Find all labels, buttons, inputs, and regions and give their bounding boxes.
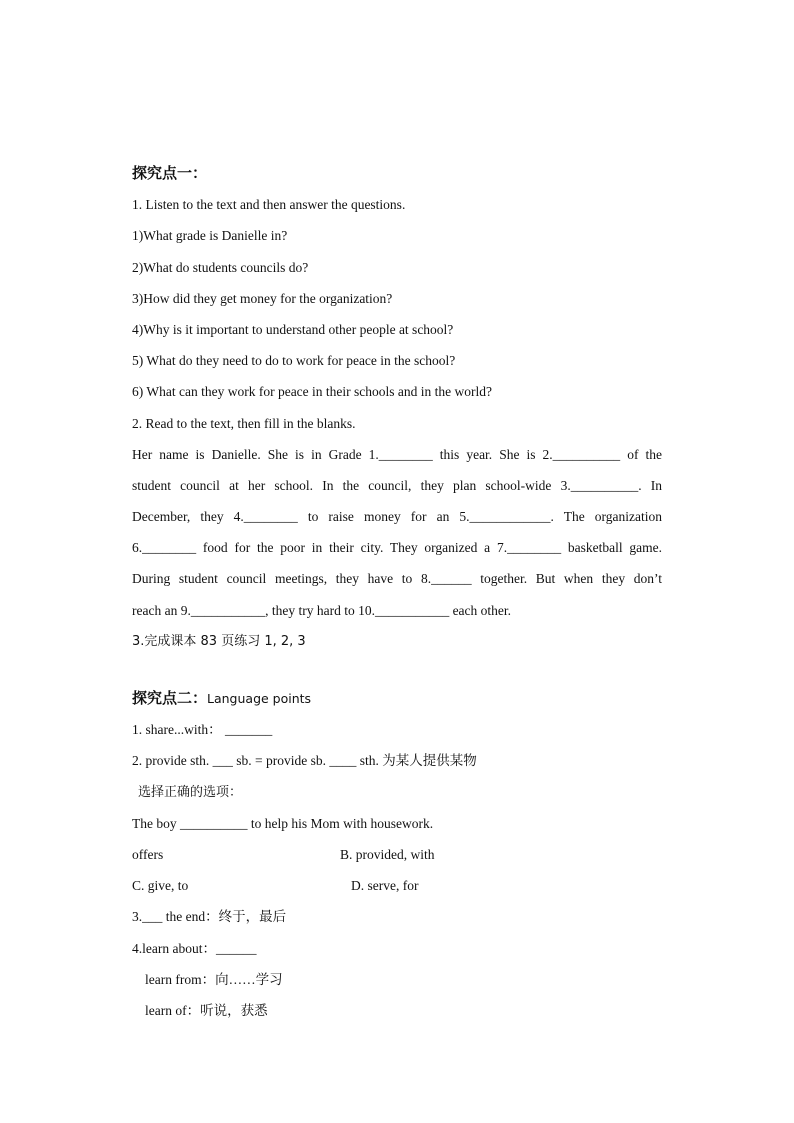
passage-line: student council at her school. In the council, they plan school-wide 3.__________. In [132, 477, 662, 493]
language-point-1: 1. share...with： _______ [132, 722, 273, 738]
passage-line: December, they 4.________ to raise money for an 5.____________. The organization [132, 509, 662, 525]
question-3: 3.完成课本 83 页练习 1, 2, 3 [132, 633, 306, 649]
question-2-title: 2. Read to the text, then fill in the blanks. [132, 415, 356, 431]
question-1-title: 1. Listen to the text and then answer the questions. [132, 197, 406, 213]
option-c: C. give, to [132, 878, 189, 894]
options-row-1 [132, 839, 662, 870]
section-spacer [132, 657, 662, 683]
option-d: D. serve, for [351, 878, 419, 894]
passage-line: reach an 9.___________, they try hard to 10.___________ each other. [132, 602, 512, 618]
passage-line: 6.________ food for the poor in their city. They organized a 7.________ basketball game. [132, 540, 662, 556]
passage-line: Her name is Danielle. She is in Grade 1.________ this year. She is 2.__________ of the [132, 446, 662, 462]
question-1-item: 3)How did they get money for the organization? [132, 290, 393, 306]
option-a: offers [132, 846, 164, 862]
question-1-item: 4)Why is it important to understand other people at school? [132, 321, 454, 337]
passage-line: During student council meetings, they have to 8.______ together. But when they don’t [132, 571, 662, 587]
language-point-4: 4.learn about：______ [132, 940, 257, 956]
language-point-4-of: learn of：听说，获悉 [145, 1002, 268, 1018]
section-2-heading-en: Language points [207, 691, 312, 706]
option-b: B. provided, with [340, 846, 435, 862]
section-2-heading-cn: 探究点二： [132, 689, 208, 707]
section-1-heading: 探究点一： [132, 164, 208, 182]
question-1-item: 5) What do they need to do to work for peace in the school? [132, 353, 456, 369]
options-row-2 [132, 870, 662, 901]
language-point-2: 2. provide sth. ___ sb. = provide sb. ____ sth. 为某人提供某物 [132, 753, 477, 769]
language-point-3: 3.___ the end：终于，最后 [132, 909, 287, 925]
exercise-sentence: The boy __________ to help his Mom with housework. [132, 815, 434, 831]
language-point-4-from: learn from：向……学习 [145, 971, 283, 987]
choose-instruction: 选择正确的选项： [138, 784, 243, 800]
question-1-item: 1)What grade is Danielle in? [132, 228, 288, 244]
worksheet-page [132, 158, 662, 1026]
question-1-item: 2)What do students councils do? [132, 259, 309, 275]
question-1-item: 6) What can they work for peace in their schools and in the world? [132, 384, 493, 400]
section-2-heading [132, 683, 662, 714]
